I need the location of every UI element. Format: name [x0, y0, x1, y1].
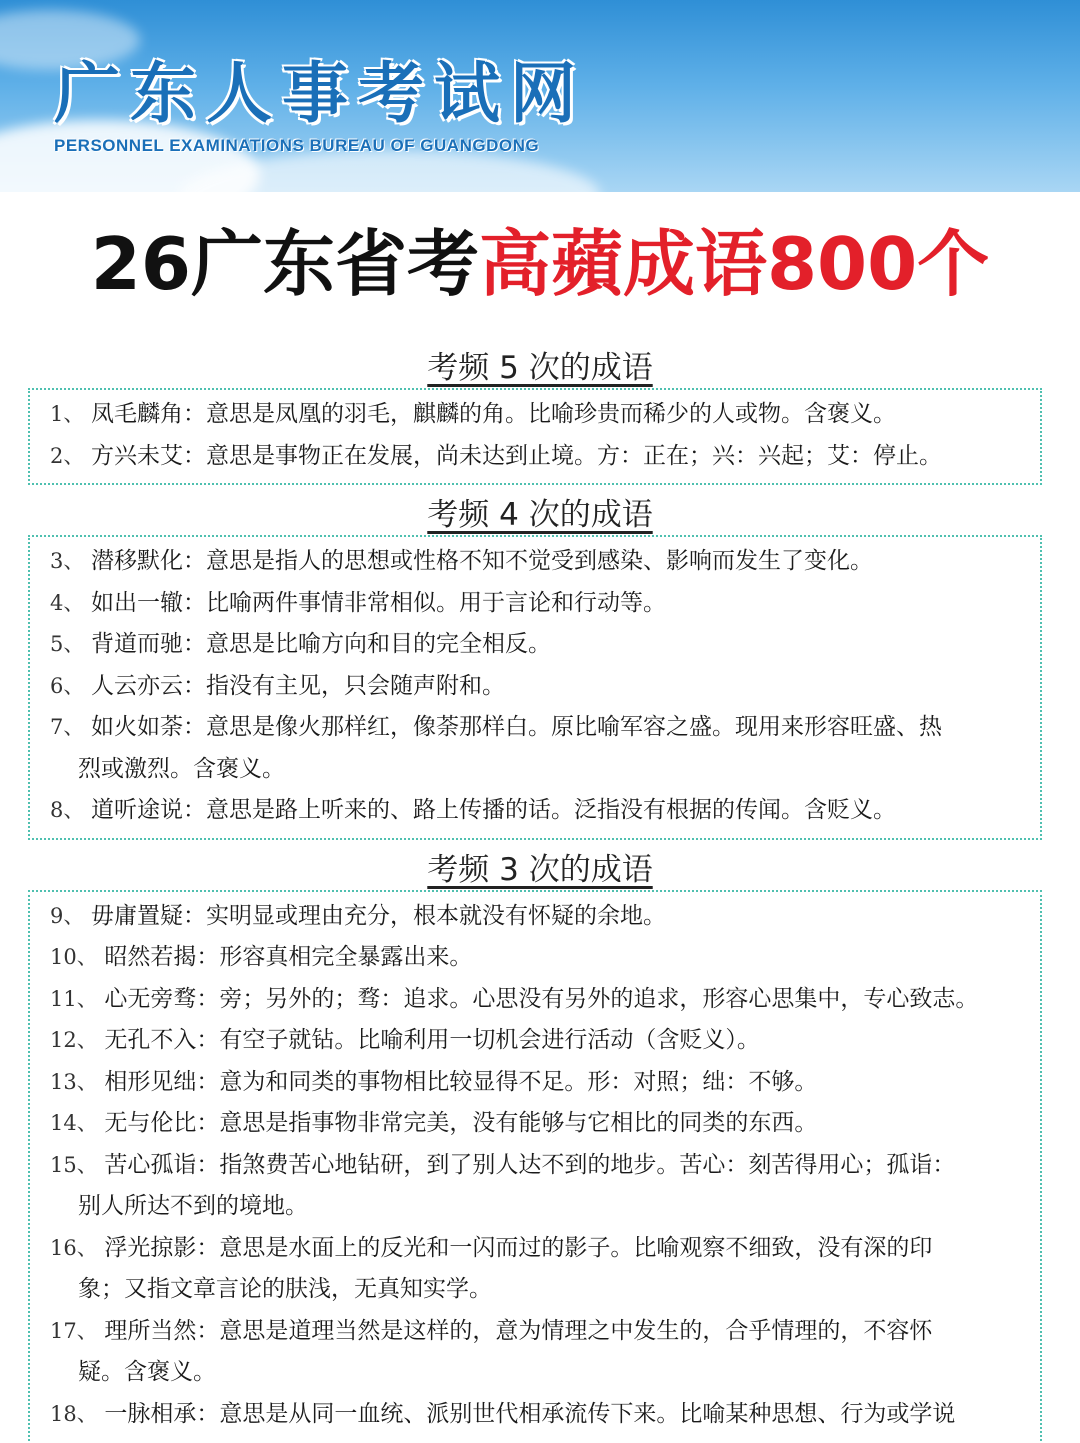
item-text-continued: 烈或激烈。含褒义。	[78, 755, 285, 782]
idiom-list-item	[30, 1062, 1040, 1104]
idiom-list-item	[30, 896, 1040, 938]
idiom-list-box	[28, 535, 1042, 840]
idiom-sections	[0, 348, 1080, 1441]
idiom-list-item	[30, 583, 1040, 625]
item-text: 相形见绌：意为和同类的事物相比较显得不足。形：对照；绌：不够。	[104, 1068, 818, 1095]
item-text: 浮光掠影：意思是水面上的反光和一闪而过的影子。比喻观察不细致，没有深的印	[104, 1234, 933, 1261]
idiom-list-item	[30, 1145, 1040, 1228]
item-number: 8、	[50, 798, 92, 822]
item-number: 6、	[50, 673, 92, 698]
item-number: 15、	[50, 1152, 105, 1177]
site-logo-subtitle: PERSONNEL EXAMINATIONS BUREAU OF GUANGDONG	[54, 136, 540, 155]
item-text: 毋庸置疑：实明显或理由充分，根本就没有怀疑的余地。	[91, 902, 667, 929]
item-text: 凤毛麟角：意思是凤凰的羽毛，麒麟的角。比喻珍贵而稀少的人或物。含褒义。	[91, 401, 897, 427]
item-number: 4、	[50, 590, 92, 615]
item-text: 无与伦比：意思是指事物非常完美，没有能够与它相比的同类的东西。	[104, 1110, 818, 1136]
idiom-list-item	[30, 624, 1040, 666]
item-text: 一脉相承：意思是从同一血统、派别世代相承流传下来。比喻某种思想、行为或学说	[104, 1400, 956, 1427]
item-number: 1、	[50, 402, 92, 426]
idiom-list-item	[30, 1103, 1040, 1145]
item-number: 7、	[50, 715, 92, 739]
section-title: 考频 5 次的成语	[427, 350, 653, 386]
page-title-highlight: 高蘋成语800个	[478, 222, 990, 306]
item-number: 11、	[50, 986, 105, 1011]
item-number: 18、	[50, 1401, 105, 1426]
item-text: 方兴未艾：意思是事物正在发展，尚未达到止境。方：正在；兴：兴起；艾：停止。	[91, 442, 943, 469]
item-text: 心无旁骛：旁；另外的；骛：追求。心思没有另外的追求，形容心思集中，专心致志。	[104, 985, 979, 1012]
page-title	[0, 218, 1080, 310]
idiom-list-item	[30, 790, 1040, 832]
idiom-list-item	[30, 1311, 1040, 1394]
item-text-continued: 象；又指文章言论的肤浅，无真知实学。	[78, 1276, 492, 1302]
item-number: 9、	[50, 903, 92, 928]
item-text-continued: 别人所达不到的境地。	[78, 1193, 308, 1219]
item-text: 无孔不入：有空子就钻。比喻利用一切机会进行活动（含贬义）。	[104, 1027, 760, 1053]
item-text: 如出一辙：比喻两件事情非常相似。用于言论和行动等。	[91, 589, 667, 616]
idiom-list-item	[30, 1020, 1040, 1062]
item-text: 人云亦云：指没有主见，只会随声附和。	[91, 672, 506, 699]
page-title-part1: 26广东省考	[90, 222, 479, 306]
item-number: 10、	[50, 945, 105, 969]
item-number: 12、	[50, 1028, 105, 1052]
item-number: 2、	[50, 443, 92, 468]
item-text: 潜移默化：意思是指人的思想或性格不知不觉受到感染、影响而发生了变化。	[91, 548, 874, 574]
idiom-list-item	[30, 436, 1040, 478]
idiom-list-item	[30, 394, 1040, 436]
idiom-list-item	[30, 979, 1040, 1021]
item-text-continued: 疑。含褒义。	[78, 1359, 216, 1385]
item-number: 13、	[50, 1069, 105, 1094]
item-number: 14、	[50, 1111, 105, 1135]
item-number: 5、	[50, 632, 92, 656]
header-banner	[0, 0, 1080, 192]
item-text: 理所当然：意思是道理当然是这样的，意为情理之中发生的，合乎情理的，不容怀	[104, 1317, 933, 1344]
idiom-list-item	[30, 541, 1040, 583]
idiom-list-item	[30, 666, 1040, 708]
idiom-list-box	[28, 388, 1042, 485]
item-text: 道听途说：意思是路上听来的、路上传播的话。泛指没有根据的传闻。含贬义。	[91, 797, 897, 823]
item-text: 苦心孤诣：指煞费苦心地钻研，到了别人达不到的地步。苦心：刻苦得用心；孤诣：	[104, 1151, 956, 1178]
item-number: 16、	[50, 1235, 105, 1260]
idiom-list-item	[30, 1394, 1040, 1436]
idiom-list-item	[30, 707, 1040, 790]
item-text: 背道而驰：意思是比喻方向和目的完全相反。	[91, 631, 552, 657]
idiom-list-box	[28, 890, 1042, 1442]
section-title: 考频 3 次的成语	[427, 851, 653, 888]
idiom-list-item	[30, 937, 1040, 979]
section-title: 考频 4 次的成语	[427, 497, 653, 533]
idiom-list-item	[30, 1228, 1040, 1311]
item-text: 昭然若揭：形容真相完全暴露出来。	[104, 944, 473, 970]
item-text: 如火如荼：意思是像火那样红，像荼那样白。原比喻军容之盛。现用来形容旺盛、热	[91, 714, 943, 740]
site-logo-title: 广东人事考试网	[54, 55, 586, 132]
item-number: 17、	[50, 1318, 105, 1343]
item-number: 3、	[50, 549, 92, 573]
